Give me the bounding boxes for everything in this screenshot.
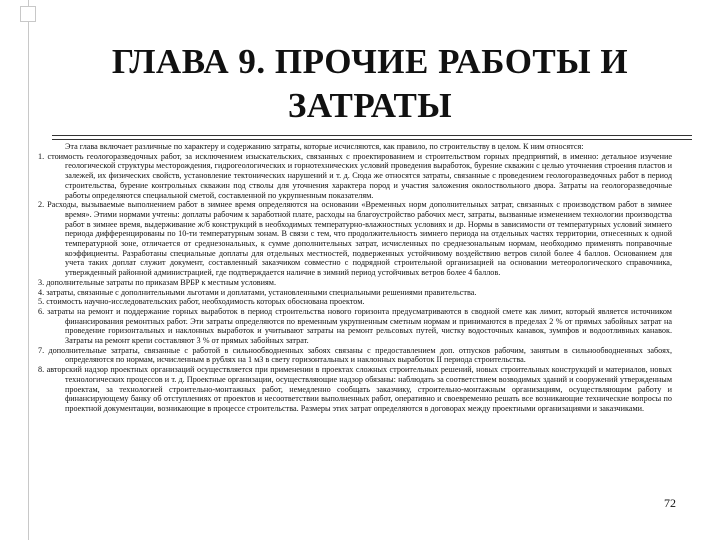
title-rule-top: [52, 135, 692, 136]
title-line-2: ЗАТРАТЫ: [287, 86, 453, 125]
corner-square-decoration: [20, 6, 36, 22]
title-line-1: ГЛАВА 9. ПРОЧИЕ РАБОТЫ И: [111, 42, 629, 81]
intro-paragraph: Эта глава включает различные по характеру и содержанию затраты, которые исчисляются, как правило, по строительству в целом. К ним относятся:: [65, 142, 584, 151]
page-number: 72: [664, 496, 676, 510]
list-item-2: 2. Расходы, вызываемые выполнением работ в зимнее время определяются на основании «Временных норм дополнительных затрат, связанных с производством работ в зимнее время». Этими нормами учтены: доплаты рабочим к заработной плате, расходы на благоустройство рабочих мест, затраты, вызванные изменением технологии производства работ в зимнее время, выдерживание ж/б конструкций в необходимых температурно-влажностных условиях и др. Нормы в зависимости от температурных условий зимнего периода дифференцированы по 10-ти температурным зонам. В связи с тем, что продолжительность зимнего периода на отдельных частях территории, отнесенных к одной температурной зоне, отличается от среднезональных, к сумме дополнительных затрат, исчисленных по среднезональным нормам, необходимо применять поправочные коэффициенты. Разработаны специальные доплаты для отдельных местностей, подверженных устойчивому воздействию ветров силой более 4 баллов. Основанием для учета таких доплат служит документ, составленный заказчиком совместно с подрядной строительной организацией на основании метеорологического справочника, утвержденный районной администрацией, где подтверждается наличие в зимний период устойчивых ветров более 4 баллов.: [38, 200, 672, 278]
list-item-1: 1. стоимость геологоразведочных работ, за исключением изыскательских, связанных с проектированием и строительством горных предприятий, в именно: детальное изучение геологической структуры месторождения, гидрогеологических и горнотехнических условий проведения выработок, бурение скважин с целью уточнения строения пластов и залежей, их физических свойств, установление тектонических нарушений и т. д. Сюда же относятся затраты, связанные с проведением геологоразведочных работ в период строительства, бурение контрольных скважин под стволы для уточнения характера пород и участия заложения околоствольного двора. Затраты на геологоразведочные работы определяются специальной сметой, составленной по укрупненным показателям.: [38, 151, 672, 200]
slide-title: [60, 40, 680, 128]
title-rule-bottom: [52, 139, 692, 140]
list-item-6: 6. затраты на ремонт и поддержание горных выработок в период строительства нового горизонта предусматриваются в сводной смете как лимит, который является источником финансирования ремонтных работ. Эти затраты определяются по временным укрупненным сметным нормам и принимаются в пределах 2 % от прямых забойных затрат на проведение горизонтальных и наклонных выработок и учитывают затраты на ремонт рельсовых путей, чистку водосточных канавок, зумпфов и водоотливных канавок. Затраты на ремонт крепи составляют 3 % от прямых забойных затрат.: [38, 306, 672, 346]
list-item-7: 7. дополнительные затраты, связанные с работой в сильнообводненных забоях связаны с предоставлением доп. отпусков рабочим, занятым в сильнообводненных забоях, определяются по нормам, исчисленным в рублях на 1 м3 в свету горизонтальных и наклонных выработок II периода строительства.: [38, 345, 672, 365]
left-border-line: [28, 0, 29, 540]
list-item-3: 3. дополнительные затраты по приказам ВРБР к местным условиям.: [38, 277, 277, 287]
slide-body: [38, 142, 672, 414]
list-item-5: 5. стоимость научно-исследовательских работ, необходимость которых обоснована проектом.: [38, 297, 365, 307]
list-item-4: 4. затраты, связанные с дополнительными льготами и доплатами, установленными специальными решениями правительства.: [38, 287, 477, 297]
list-item-8: 8. авторский надзор проектных организаций осуществляется при применении в проектах сложных строительных решений, новых строительных конструкций и материалов, новых технологических процессов и т. д. Проектные организации, осуществляющие надзор обязаны: наблюдать за соответствием возводимых зданий и сооружений утвержденным проектам, за технологией строительно-монтажных работ, немедленно сообщать заказчику, строительно-монтажным организациям, осуществляющим работу и финансирующему банку об отступлениях от проектов и несоответствии выполненных работ, оперативно и своевременно решать все возникающие технические вопросы по проектной документации, возникающие в процессе строительства. Размеры этих затрат определяются в договорах между проектными организациями и заказчиками.: [38, 365, 672, 413]
